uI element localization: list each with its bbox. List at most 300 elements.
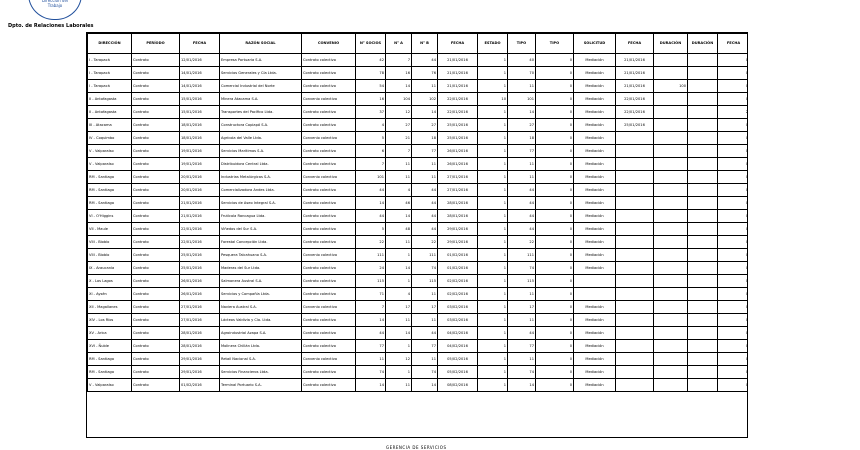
table-cell: VII - Maule bbox=[88, 223, 132, 236]
table-cell: Contrato bbox=[132, 379, 180, 392]
table-cell: Mediación bbox=[574, 379, 616, 392]
table-cell: 24 bbox=[356, 262, 386, 275]
table-cell: 115 bbox=[508, 275, 536, 288]
table-cell: Mediación bbox=[574, 197, 616, 210]
table-cell: I - Tarapacá bbox=[88, 67, 132, 80]
table-cell: RM - Santiago bbox=[88, 184, 132, 197]
table-cell: 71 bbox=[356, 288, 386, 301]
table-cell: Constructora Copiapó S.A. bbox=[220, 119, 302, 132]
table-cell: 0 bbox=[536, 184, 574, 197]
column-header: N° B bbox=[412, 34, 438, 54]
column-header: FECHA bbox=[180, 34, 220, 54]
table-cell: 0 bbox=[536, 67, 574, 80]
table-row bbox=[88, 158, 749, 171]
table-cell bbox=[654, 106, 688, 119]
table-cell: Transportes del Pacífico Ltda. bbox=[220, 106, 302, 119]
table-cell bbox=[574, 275, 616, 288]
table-cell: 22/01/2016 bbox=[180, 236, 220, 249]
table-cell: Mediación bbox=[574, 301, 616, 314]
table-cell bbox=[688, 158, 718, 171]
table-cell: 74 bbox=[356, 366, 386, 379]
table-cell: 11 bbox=[412, 353, 438, 366]
table-cell: 20/01/2016 bbox=[180, 171, 220, 184]
table-cell: Contrato bbox=[132, 67, 180, 80]
table-row bbox=[88, 249, 749, 262]
table-cell: Mediación bbox=[574, 223, 616, 236]
table-cell bbox=[654, 197, 688, 210]
table-cell: Contrato colectivo bbox=[302, 340, 356, 353]
table-cell: Contrato bbox=[132, 93, 180, 106]
table-cell: 12 bbox=[386, 353, 412, 366]
table-cell: Mediación bbox=[574, 353, 616, 366]
table-cell: 0 bbox=[536, 158, 574, 171]
table-cell: Contrato colectivo bbox=[302, 54, 356, 67]
table-cell bbox=[688, 119, 718, 132]
table-cell: Contrato bbox=[132, 80, 180, 93]
table-cell bbox=[688, 366, 718, 379]
table-cell: Contrato bbox=[132, 210, 180, 223]
table-cell: Servicios y Compañía Ltda. bbox=[220, 288, 302, 301]
logo bbox=[28, 0, 82, 20]
logo-line-1: Dirección del bbox=[41, 0, 69, 3]
table-row bbox=[88, 327, 749, 340]
table-cell: 1 bbox=[478, 301, 508, 314]
table-row bbox=[88, 67, 749, 80]
table-cell bbox=[654, 132, 688, 145]
table-cell: 14 bbox=[508, 106, 536, 119]
table-cell bbox=[616, 340, 654, 353]
table-cell: Contrato bbox=[132, 327, 180, 340]
table-cell: 115 bbox=[356, 275, 386, 288]
table-cell: 115 bbox=[412, 275, 438, 288]
table-cell: 1 bbox=[478, 236, 508, 249]
table-cell: 11 bbox=[508, 288, 536, 301]
table-cell: Mediación bbox=[574, 54, 616, 67]
table-cell: Contrato bbox=[132, 119, 180, 132]
table-cell: 22/01/2016 bbox=[438, 93, 478, 106]
table-cell: Retail Nacional S.A. bbox=[220, 353, 302, 366]
table-cell: Contrato colectivo bbox=[302, 379, 356, 392]
table-cell: XIV - Los Ríos bbox=[88, 314, 132, 327]
table-cell: 1 bbox=[478, 54, 508, 67]
table-cell bbox=[616, 171, 654, 184]
table-row bbox=[88, 262, 749, 275]
table-cell: 0 bbox=[536, 236, 574, 249]
table-cell: Salmonera Austral S.A. bbox=[220, 275, 302, 288]
table-cell: Agroindustrial Azapa S.A. bbox=[220, 327, 302, 340]
table-cell: 29/01/2016 bbox=[438, 223, 478, 236]
table-cell: 0 bbox=[718, 67, 749, 80]
table-cell: 02/02/2016 bbox=[438, 288, 478, 301]
table-cell bbox=[688, 106, 718, 119]
table-cell: Mediación bbox=[574, 327, 616, 340]
table-cell: Contrato bbox=[132, 249, 180, 262]
table-cell: 0 bbox=[718, 119, 749, 132]
column-header: DIRECCIÓN bbox=[88, 34, 132, 54]
table-cell: 14 bbox=[356, 197, 386, 210]
table-cell bbox=[616, 223, 654, 236]
table-cell: 0 bbox=[536, 288, 574, 301]
table-cell: 0 bbox=[718, 80, 749, 93]
table-row bbox=[88, 353, 749, 366]
table-header-row bbox=[88, 34, 749, 54]
table-cell: 1 bbox=[478, 80, 508, 93]
logo-line-2: Trabajo bbox=[47, 3, 63, 8]
table-cell: 40 bbox=[508, 54, 536, 67]
table-cell: 18/01/2016 bbox=[180, 119, 220, 132]
table-cell: 0 bbox=[718, 314, 749, 327]
table-cell: RM - Santiago bbox=[88, 197, 132, 210]
table-cell: 0 bbox=[536, 171, 574, 184]
table-cell: 1 bbox=[386, 340, 412, 353]
table-cell: Contrato colectivo bbox=[302, 262, 356, 275]
table-cell bbox=[688, 275, 718, 288]
table-cell: 08/02/2016 bbox=[438, 379, 478, 392]
table-cell: 11 bbox=[508, 158, 536, 171]
table-cell bbox=[688, 288, 718, 301]
table-cell: Mediación bbox=[574, 67, 616, 80]
table-cell: Mediación bbox=[574, 80, 616, 93]
table-cell: 1 bbox=[478, 171, 508, 184]
table-cell: XV - Arica bbox=[88, 327, 132, 340]
table-cell: 18 bbox=[508, 132, 536, 145]
table-cell: 1 bbox=[478, 158, 508, 171]
table-cell: 1 bbox=[478, 184, 508, 197]
table-cell: 0 bbox=[536, 340, 574, 353]
table-cell: 16 bbox=[386, 67, 412, 80]
table-cell: Contrato bbox=[132, 184, 180, 197]
table-cell: Mediación bbox=[574, 314, 616, 327]
table-cell: 44 bbox=[412, 210, 438, 223]
table-cell: 0 bbox=[718, 197, 749, 210]
table-cell: Contrato bbox=[132, 132, 180, 145]
table-cell: 4 bbox=[386, 288, 412, 301]
table-cell bbox=[654, 223, 688, 236]
table-cell: 1 bbox=[478, 67, 508, 80]
table-cell bbox=[616, 249, 654, 262]
table-cell: 1 bbox=[478, 327, 508, 340]
column-header: N° SOCIOS bbox=[356, 34, 386, 54]
table-cell bbox=[616, 158, 654, 171]
table-cell: 27/01/2016 bbox=[438, 184, 478, 197]
table-cell: 1 bbox=[386, 249, 412, 262]
table-cell: 11 bbox=[386, 236, 412, 249]
table-cell: Lácteos Valdivia y Cía. Ltda. bbox=[220, 314, 302, 327]
table-cell: 27/01/2016 bbox=[180, 314, 220, 327]
table-cell: 7 bbox=[356, 158, 386, 171]
table-cell: Contrato colectivo bbox=[302, 67, 356, 80]
table-cell: Contrato bbox=[132, 288, 180, 301]
table-cell: Contrato bbox=[132, 223, 180, 236]
table-cell: 25/01/2016 bbox=[180, 262, 220, 275]
table-cell: Contrato bbox=[132, 314, 180, 327]
table-cell bbox=[688, 249, 718, 262]
table-cell: Viñedos del Sur S.A. bbox=[220, 223, 302, 236]
column-header: CONVENIO bbox=[302, 34, 356, 54]
table-cell: 05/02/2016 bbox=[438, 366, 478, 379]
table-cell: 0 bbox=[536, 327, 574, 340]
table-cell: 44 bbox=[412, 327, 438, 340]
table-cell: 77 bbox=[412, 340, 438, 353]
table-cell bbox=[654, 301, 688, 314]
table-row bbox=[88, 119, 749, 132]
table-cell: 22 bbox=[356, 236, 386, 249]
table-cell: Servicios Marítimos S.A. bbox=[220, 145, 302, 158]
table-cell: 4 bbox=[386, 184, 412, 197]
table-cell: 28/01/2016 bbox=[180, 327, 220, 340]
table-cell: 0 bbox=[536, 80, 574, 93]
column-header: DURACIÓN bbox=[688, 34, 718, 54]
table-cell: 6 bbox=[356, 145, 386, 158]
table-cell: Servicios Financieros Ltda. bbox=[220, 366, 302, 379]
table-cell: 70 bbox=[508, 67, 536, 80]
table-cell bbox=[654, 288, 688, 301]
table-cell: 0 bbox=[718, 288, 749, 301]
table-cell: Forestal Concepción Ltda. bbox=[220, 236, 302, 249]
table-cell: 27/01/2016 bbox=[180, 301, 220, 314]
table-cell: 77 bbox=[508, 145, 536, 158]
table-cell: 111 bbox=[508, 249, 536, 262]
table-cell bbox=[616, 184, 654, 197]
table-cell: 28/01/2016 bbox=[438, 210, 478, 223]
table-cell: 27 bbox=[386, 119, 412, 132]
table-cell: 1 bbox=[478, 262, 508, 275]
table-cell: 14/01/2016 bbox=[180, 67, 220, 80]
column-header: TIPO bbox=[536, 34, 574, 54]
table-cell: 0 bbox=[536, 353, 574, 366]
table-cell: 0 bbox=[718, 158, 749, 171]
table-cell: 11 bbox=[412, 158, 438, 171]
column-header: FECHA bbox=[616, 34, 654, 54]
table-cell: 15/01/2016 bbox=[180, 106, 220, 119]
column-header: RAZÓN SOCIAL bbox=[220, 34, 302, 54]
table-cell bbox=[688, 93, 718, 106]
table-cell: 11 bbox=[508, 353, 536, 366]
table-cell: Convenio colectivo bbox=[302, 249, 356, 262]
table-cell bbox=[654, 210, 688, 223]
table-cell: Contrato bbox=[132, 262, 180, 275]
table-cell: 5 bbox=[356, 223, 386, 236]
table-cell: 14 bbox=[386, 80, 412, 93]
table-cell: 14 bbox=[412, 106, 438, 119]
table-cell: 0 bbox=[718, 353, 749, 366]
table-cell: Contrato bbox=[132, 158, 180, 171]
report-table bbox=[86, 32, 748, 438]
table-cell: Contrato colectivo bbox=[302, 119, 356, 132]
table-cell bbox=[688, 379, 718, 392]
table-cell: 77 bbox=[356, 340, 386, 353]
table-cell: 1 bbox=[478, 223, 508, 236]
table-cell: 14 bbox=[386, 210, 412, 223]
table-row bbox=[88, 171, 749, 184]
table-cell: 0 bbox=[536, 301, 574, 314]
table-cell: 29/01/2016 bbox=[438, 236, 478, 249]
table-cell bbox=[688, 67, 718, 80]
table-cell: 44 bbox=[508, 327, 536, 340]
table-row bbox=[88, 236, 749, 249]
table-cell: Pesquera Talcahuano S.A. bbox=[220, 249, 302, 262]
table-cell bbox=[688, 353, 718, 366]
table-cell: 21 bbox=[386, 132, 412, 145]
table-row bbox=[88, 275, 749, 288]
table-cell: Terminal Portuario S.A. bbox=[220, 379, 302, 392]
table-row bbox=[88, 210, 749, 223]
table-cell: 21/01/2016 bbox=[616, 54, 654, 67]
table-cell: 5 bbox=[356, 132, 386, 145]
column-header: FECHA bbox=[438, 34, 478, 54]
table-cell: 12 bbox=[386, 106, 412, 119]
table-cell bbox=[654, 236, 688, 249]
table-cell: 54 bbox=[356, 80, 386, 93]
table-cell: 37 bbox=[356, 106, 386, 119]
table-cell bbox=[688, 145, 718, 158]
table-cell bbox=[688, 171, 718, 184]
table-cell bbox=[654, 314, 688, 327]
table-cell: 26/01/2016 bbox=[180, 288, 220, 301]
table-cell bbox=[654, 366, 688, 379]
table-cell: 11 bbox=[508, 80, 536, 93]
table-cell: 28/01/2016 bbox=[438, 197, 478, 210]
table-cell bbox=[616, 379, 654, 392]
table-cell: 27 bbox=[412, 119, 438, 132]
table-cell: 74 bbox=[412, 262, 438, 275]
table-cell: 1 bbox=[478, 197, 508, 210]
table-cell bbox=[688, 54, 718, 67]
table-cell: 0 bbox=[718, 223, 749, 236]
table-cell: II - Antofagasta bbox=[88, 93, 132, 106]
table-cell: Naviera Austral S.A. bbox=[220, 301, 302, 314]
table-cell: 11 bbox=[508, 314, 536, 327]
table-cell: 0 bbox=[536, 223, 574, 236]
table-cell: 0 bbox=[718, 301, 749, 314]
table-cell: 42 bbox=[356, 54, 386, 67]
table-cell: 18/01/2016 bbox=[180, 132, 220, 145]
table-cell: 21/01/2016 bbox=[438, 80, 478, 93]
table-cell: 01/02/2016 bbox=[438, 249, 478, 262]
table-cell: 17 bbox=[508, 301, 536, 314]
table-cell: IX - Araucanía bbox=[88, 262, 132, 275]
table-cell: Minera Atacama S.A. bbox=[220, 93, 302, 106]
table-cell: 10 bbox=[478, 93, 508, 106]
table-cell: 14 bbox=[386, 327, 412, 340]
table-cell: 02/02/2016 bbox=[438, 275, 478, 288]
table-cell: VIII - Biobío bbox=[88, 236, 132, 249]
table-cell: 0 bbox=[536, 366, 574, 379]
table-cell: 29/01/2016 bbox=[180, 366, 220, 379]
table-cell bbox=[688, 210, 718, 223]
table-cell: 44 bbox=[356, 184, 386, 197]
table-cell bbox=[654, 379, 688, 392]
table-cell bbox=[616, 236, 654, 249]
table-cell bbox=[654, 184, 688, 197]
table-cell bbox=[616, 353, 654, 366]
table-cell: Industrias Metalúrgicas S.A. bbox=[220, 171, 302, 184]
table-cell: 15/01/2016 bbox=[180, 93, 220, 106]
table-cell: 111 bbox=[412, 249, 438, 262]
table-cell: 44 bbox=[412, 197, 438, 210]
table-cell: Mediación bbox=[574, 119, 616, 132]
table-cell: RM - Santiago bbox=[88, 171, 132, 184]
table-cell: 0 bbox=[536, 132, 574, 145]
table-cell: 0 bbox=[718, 236, 749, 249]
table-cell: 11 bbox=[412, 80, 438, 93]
table-cell: 18 bbox=[412, 132, 438, 145]
table-cell: 1 bbox=[478, 314, 508, 327]
table-cell: 0 bbox=[536, 197, 574, 210]
table-cell: 11 bbox=[386, 379, 412, 392]
table-cell: 0 bbox=[718, 249, 749, 262]
table-cell: IV - Coquimbo bbox=[88, 132, 132, 145]
table-cell bbox=[688, 314, 718, 327]
table-cell: 05/02/2016 bbox=[438, 353, 478, 366]
table-cell: 1 bbox=[478, 145, 508, 158]
table-cell: 1 bbox=[478, 366, 508, 379]
table-cell: Contrato bbox=[132, 353, 180, 366]
table-cell: 48 bbox=[386, 223, 412, 236]
table-cell: Mediación bbox=[574, 132, 616, 145]
table-cell bbox=[688, 223, 718, 236]
table-cell: 04/02/2016 bbox=[438, 327, 478, 340]
table-cell: Contrato bbox=[132, 106, 180, 119]
table-cell: 1 bbox=[386, 275, 412, 288]
table-cell bbox=[654, 340, 688, 353]
table-cell: 12/01/2016 bbox=[180, 54, 220, 67]
table-cell bbox=[616, 275, 654, 288]
table-cell: Contrato bbox=[132, 171, 180, 184]
table-cell: Maderas del Sur Ltda. bbox=[220, 262, 302, 275]
table-cell: 0 bbox=[718, 340, 749, 353]
table-cell: 100 bbox=[654, 80, 688, 93]
table-cell: 77 bbox=[412, 145, 438, 158]
table-cell: Contrato colectivo bbox=[302, 106, 356, 119]
table-cell: Contrato colectivo bbox=[302, 314, 356, 327]
table-cell: 1 bbox=[386, 366, 412, 379]
table-cell: 0 bbox=[718, 93, 749, 106]
table-cell: Mediación bbox=[574, 171, 616, 184]
table-cell: 1 bbox=[478, 275, 508, 288]
table-cell: 74 bbox=[412, 366, 438, 379]
table-cell: 21/01/2016 bbox=[438, 54, 478, 67]
table-cell: 20/01/2016 bbox=[180, 184, 220, 197]
table-cell: 22 bbox=[508, 236, 536, 249]
table-cell: 22/01/2016 bbox=[616, 106, 654, 119]
table-cell: Mediación bbox=[574, 145, 616, 158]
table-cell bbox=[654, 54, 688, 67]
table-cell: 14 bbox=[356, 314, 386, 327]
table-cell: 0 bbox=[536, 54, 574, 67]
table-cell: 0 bbox=[536, 210, 574, 223]
table-cell: 44 bbox=[508, 223, 536, 236]
table-cell: Convenio colectivo bbox=[302, 301, 356, 314]
table-cell: Contrato colectivo bbox=[302, 275, 356, 288]
table-cell bbox=[688, 327, 718, 340]
table-cell: 29/01/2016 bbox=[180, 353, 220, 366]
table-cell: 22/01/2016 bbox=[180, 223, 220, 236]
table-cell: VI - O'Higgins bbox=[88, 210, 132, 223]
table-cell: 1 bbox=[478, 340, 508, 353]
table-row bbox=[88, 223, 749, 236]
table-cell: 21/01/2016 bbox=[438, 67, 478, 80]
table-cell: Contrato colectivo bbox=[302, 288, 356, 301]
table-cell: II - Antofagasta bbox=[88, 106, 132, 119]
table-cell: Contrato bbox=[132, 301, 180, 314]
table-cell: 03/02/2016 bbox=[438, 314, 478, 327]
table-cell: 0 bbox=[718, 210, 749, 223]
table-cell: 0 bbox=[536, 314, 574, 327]
table-cell: RM - Santiago bbox=[88, 366, 132, 379]
table-cell: Contrato bbox=[132, 54, 180, 67]
table-cell bbox=[688, 184, 718, 197]
